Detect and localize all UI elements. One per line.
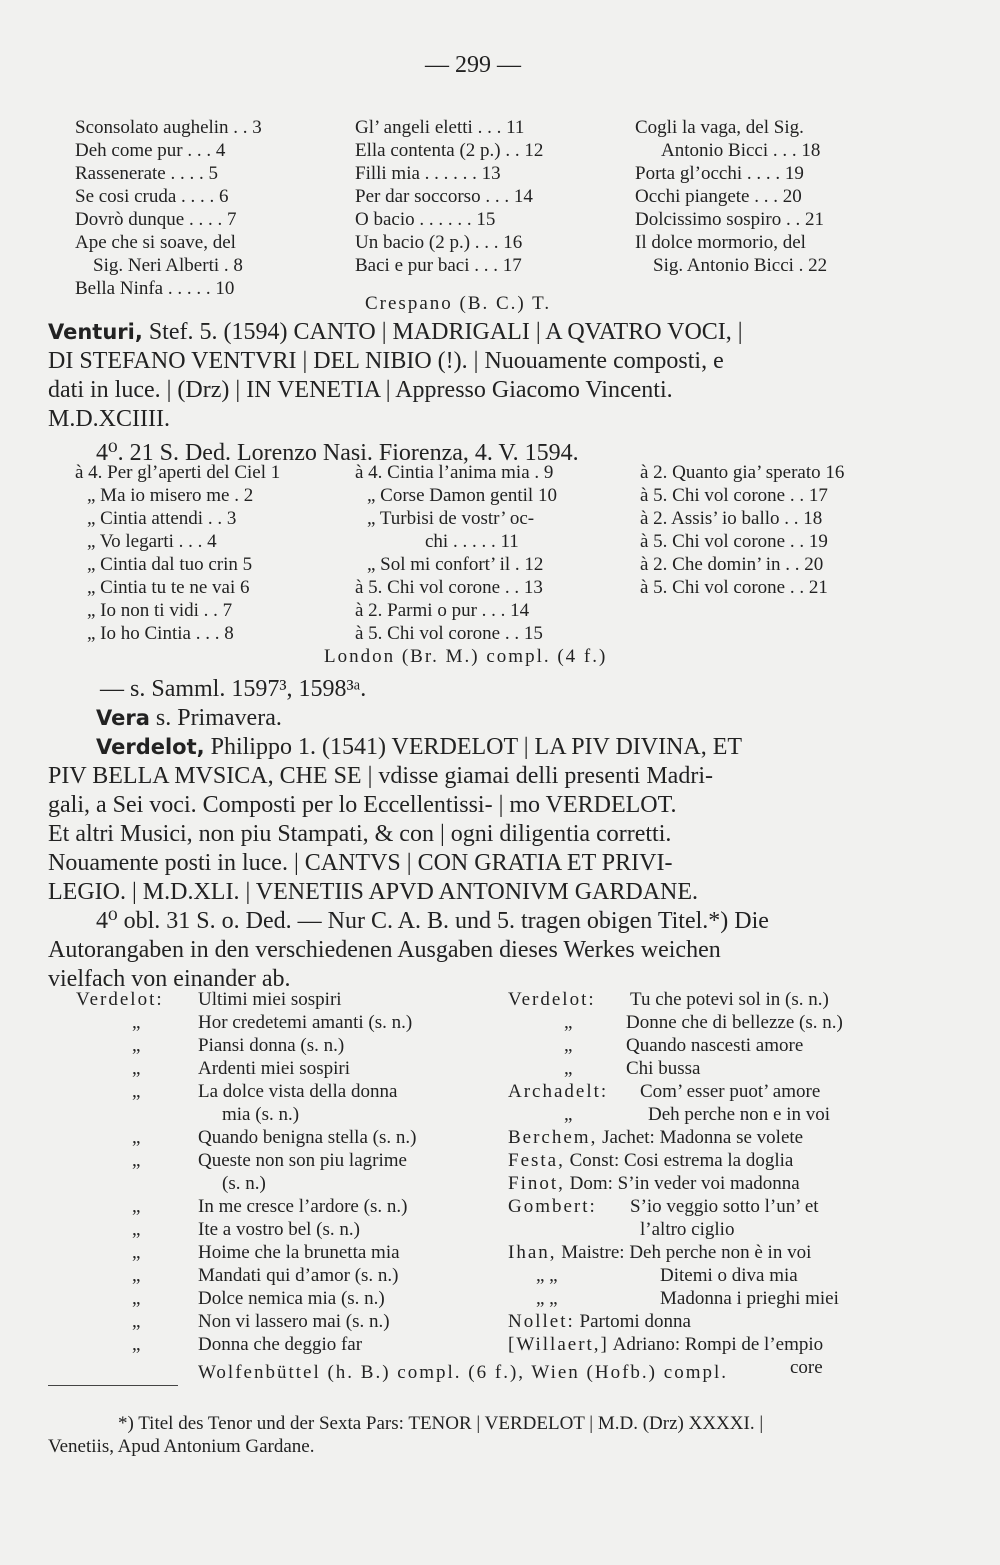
see-also-line: — s. Samml. 1597³, 1598³ᵃ. <box>100 676 367 702</box>
work-title: core <box>790 1357 823 1378</box>
author-label: [Willaert,] <box>508 1334 609 1355</box>
venturi-index-col1 <box>75 461 340 645</box>
index-entry: Baci e pur baci . . . 17 <box>355 255 522 276</box>
venturi-entry <box>48 318 963 468</box>
composer-name: Verdelot, <box>96 735 205 759</box>
work-title: Mandati qui d’amor (s. n.) <box>198 1265 399 1286</box>
work-title: Ardenti miei sospiri <box>198 1058 350 1079</box>
ditto-mark: „ <box>132 1196 141 1217</box>
work-title: Com’ esser puot’ amore <box>640 1081 821 1102</box>
index-entry: „ Corse Damon gentil 10 <box>367 485 557 506</box>
index-entry: „ Sol mi confort’ il . 12 <box>367 554 544 575</box>
work-title: Madonna i prieghi miei <box>660 1288 839 1309</box>
work-title: Queste non son piu lagrime <box>198 1150 407 1171</box>
list-item <box>508 1126 928 1149</box>
author-label: Verdelot: <box>508 989 596 1010</box>
work-title: Hoime che la brunetta mia <box>198 1242 400 1263</box>
index-entry: Ella contenta (2 p.) . . 12 <box>355 140 544 161</box>
work-title: S’io veggio sotto l’un’ et <box>630 1196 819 1217</box>
index-entry: à 2. Assis’ io ballo . . 18 <box>640 508 823 529</box>
work-title: Maistre: Deh perche non è in voi <box>561 1242 812 1263</box>
entry-title-line: M.D.XCIIII. <box>48 406 170 432</box>
ditto-mark: „ <box>564 1104 573 1125</box>
work-title: Dolce nemica mia (s. n.) <box>198 1288 385 1309</box>
page-number: — 299 — <box>425 52 521 78</box>
work-title: (s. n.) <box>222 1173 266 1194</box>
entry-title-line: LEGIO. | M.D.XLI. | VENETIIS APVD ANTONIVM GARDANE. <box>48 879 699 905</box>
work-title: Ultimi miei sospiri <box>198 989 342 1010</box>
list-item <box>508 1218 928 1241</box>
verdelot-entry <box>48 733 963 994</box>
ditto-mark: „ <box>132 1150 141 1171</box>
ditto-mark: „ „ <box>536 1265 558 1286</box>
work-title: mia (s. n.) <box>222 1104 300 1125</box>
list-item <box>76 1333 506 1356</box>
list-item <box>76 1103 506 1126</box>
list-item <box>508 1264 928 1287</box>
author-label: Gombert: <box>508 1196 597 1217</box>
index-entry: „ Io ho Cintia . . . 8 <box>87 623 234 644</box>
index-entry: „ Cintia dal tuo crin 5 <box>87 554 253 575</box>
ditto-mark: „ <box>564 1035 573 1056</box>
list-item <box>76 1195 506 1218</box>
index-entry: Il dolce mormorio, del <box>635 232 806 253</box>
index-entry: Porta gl’occhi . . . . 19 <box>635 163 804 184</box>
index-entry: Deh come pur . . . 4 <box>75 140 226 161</box>
work-title: Piansi donna (s. n.) <box>198 1035 345 1056</box>
index-entry: „ Turbisi de vostr’ oc- <box>367 508 535 529</box>
list-item <box>76 1149 506 1172</box>
ditto-mark: „ <box>564 1058 573 1079</box>
index-entry: à 2. Parmi o pur . . . 14 <box>355 600 530 621</box>
cross-reference: s. Primavera. <box>149 705 282 731</box>
ditto-mark: „ <box>132 1288 141 1309</box>
library-location: London (Br. M.) compl. (4 f.) <box>324 646 608 667</box>
index-entry: „ Ma io misero me . 2 <box>87 485 254 506</box>
index-entry: Rassenerate . . . . 5 <box>75 163 218 184</box>
verdelot-list-right <box>508 988 928 1379</box>
footnote-divider <box>48 1385 178 1386</box>
author-label: Festa, <box>508 1150 565 1171</box>
list-item <box>76 1241 506 1264</box>
entry-description: 4⁰ obl. 31 S. o. Ded. — Nur C. A. B. und 5. tragen obigen Titel.*) Die <box>96 908 769 934</box>
work-title: Dom: S’in veder voi madonna <box>569 1173 800 1194</box>
list-item <box>76 1057 506 1080</box>
index-entry: à 2. Quanto gia’ sperato 16 <box>640 462 845 483</box>
index-entry: Filli mia . . . . . . 13 <box>355 163 501 184</box>
entry-title-line: Stef. 5. (1594) CANTO | MADRIGALI | A QVATRO VOCI, | <box>148 319 743 345</box>
work-title: Adriano: Rompi de l’empio <box>612 1334 824 1355</box>
library-location: Crespano (B. C.) T. <box>365 293 552 314</box>
index-entry: à 5. Chi vol corone . . 19 <box>640 531 828 552</box>
work-title: Jachet: Madonna se volete <box>602 1127 804 1148</box>
ditto-mark: „ <box>132 1035 141 1056</box>
entry-description: vielfach von einander ab. <box>48 966 291 992</box>
list-item <box>508 1103 928 1126</box>
list-item <box>76 1310 506 1333</box>
list-item <box>508 1149 928 1172</box>
entry-title-line: DI STEFANO VENTVRI | DEL NIBIO (!). | Nuouamente composti, e <box>48 348 724 374</box>
footnote <box>48 1412 958 1458</box>
index-entry: à 2. Che domin’ in . . 20 <box>640 554 824 575</box>
list-item <box>76 1034 506 1057</box>
ditto-mark: „ <box>132 1012 141 1033</box>
list-item <box>508 1057 928 1080</box>
author-label: Ihan, <box>508 1242 557 1263</box>
top-index-col3 <box>635 116 915 277</box>
work-title: Ite a vostro bel (s. n.) <box>198 1219 360 1240</box>
index-entry: Dolcissimo sospiro . . 21 <box>635 209 824 230</box>
footnote-line: *) Titel des Tenor und der Sexta Pars: TENOR | VERDELOT | M.D. (Drz) XXXXI. | <box>118 1413 764 1434</box>
ditto-mark: „ <box>132 1265 141 1286</box>
ditto-mark: „ <box>132 1127 141 1148</box>
work-title: Ditemi o diva mia <box>660 1265 798 1286</box>
index-entry: Sig. Antonio Bicci . 22 <box>653 255 828 276</box>
entry-title-line: Nouamente posti in luce. | CANTVS | CON GRATIA ET PRIVI- <box>48 850 673 876</box>
index-entry: O bacio . . . . . . 15 <box>355 209 496 230</box>
entry-title-line: Philippo 1. (1541) VERDELOT | LA PIV DIVINA, ET <box>210 734 743 760</box>
index-entry: Occhi piangete . . . 20 <box>635 186 802 207</box>
library-location: Wolfenbüttel (h. B.) compl. (6 f.), Wien (Hofb.) compl. <box>198 1362 729 1383</box>
ditto-mark: „ <box>132 1219 141 1240</box>
index-entry: Cogli la vaga, del Sig. <box>635 117 804 138</box>
index-entry: Dovrò dunque . . . . 7 <box>75 209 237 230</box>
list-item <box>508 1080 928 1103</box>
index-entry: Ape che si soave, del <box>75 232 236 253</box>
list-item <box>508 1287 928 1310</box>
index-entry: à 5. Chi vol corone . . 21 <box>640 577 828 598</box>
index-entry: Sconsolato aughelin . . 3 <box>75 117 262 138</box>
list-item <box>76 1218 506 1241</box>
venturi-index-col2 <box>355 461 635 645</box>
index-entry: „ Vo legarti . . . 4 <box>87 531 217 552</box>
work-title: Non vi lassero mai (s. n.) <box>198 1311 390 1332</box>
index-entry: Per dar soccorso . . . 14 <box>355 186 533 207</box>
list-item <box>508 988 928 1011</box>
work-title: Chi bussa <box>626 1058 701 1079</box>
list-item <box>508 1034 928 1057</box>
work-title: Donne che di bellezze (s. n.) <box>626 1012 843 1033</box>
work-title: Const: Cosi estrema la doglia <box>569 1150 794 1171</box>
list-item <box>76 1287 506 1310</box>
verdelot-list-left <box>76 988 506 1356</box>
work-title: Tu che potevi sol in (s. n.) <box>630 989 829 1010</box>
composer-name: Vera <box>96 706 150 730</box>
work-title: In me cresce l’ardore (s. n.) <box>198 1196 408 1217</box>
list-item <box>76 1172 506 1195</box>
ditto-mark: „ <box>132 1311 141 1332</box>
top-index-col2 <box>355 116 620 277</box>
index-entry: à 4. Per gl’aperti del Ciel 1 <box>75 462 281 483</box>
index-entry: Gl’ angeli eletti . . . 11 <box>355 117 525 138</box>
list-item <box>508 1310 928 1333</box>
list-item <box>508 1241 928 1264</box>
list-item <box>508 1333 928 1356</box>
entry-title-line: dati in luce. | (Drz) | IN VENETIA | Appresso Giacomo Vincenti. <box>48 377 673 403</box>
list-item <box>76 1264 506 1287</box>
entry-description: 4⁰. 21 S. Ded. Lorenzo Nasi. Fiorenza, 4. V. 1594. <box>96 440 579 466</box>
ditto-mark: „ <box>132 1081 141 1102</box>
list-item <box>76 1080 506 1103</box>
index-entry: „ Cintia tu te ne vai 6 <box>87 577 250 598</box>
index-entry: à 5. Chi vol corone . . 17 <box>640 485 828 506</box>
index-entry: Bella Ninfa . . . . . 10 <box>75 278 235 299</box>
list-item <box>76 988 506 1011</box>
list-item <box>76 1011 506 1034</box>
list-item <box>508 1011 928 1034</box>
author-label: Nollet: <box>508 1311 575 1332</box>
work-title: Deh perche non e in voi <box>648 1104 831 1125</box>
index-entry: „ Io non ti vidi . . 7 <box>87 600 233 621</box>
list-item <box>508 1195 928 1218</box>
venturi-index-col3 <box>640 461 915 599</box>
index-entry: Un bacio (2 p.) . . . 16 <box>355 232 523 253</box>
ditto-mark: „ <box>132 1058 141 1079</box>
work-title: l’altro ciglio <box>640 1219 735 1240</box>
index-entry: à 5. Chi vol corone . . 15 <box>355 623 543 644</box>
entry-title-line: PIV BELLA MVSICA, CHE SE | vdisse giamai delli presenti Madri- <box>48 763 713 789</box>
index-entry: Se cosi cruda . . . . 6 <box>75 186 229 207</box>
index-entry: à 4. Cintia l’anima mia . 9 <box>355 462 554 483</box>
index-entry: Sig. Neri Alberti . 8 <box>93 255 243 276</box>
ditto-mark: „ <box>132 1334 141 1355</box>
work-title: Hor credetemi amanti (s. n.) <box>198 1012 413 1033</box>
index-entry: chi . . . . . 11 <box>425 531 519 552</box>
top-index-col1 <box>75 116 335 300</box>
author-label: Berchem, <box>508 1127 598 1148</box>
work-title: La dolce vista della donna <box>198 1081 398 1102</box>
composer-name: Venturi, <box>48 320 143 344</box>
index-entry: à 5. Chi vol corone . . 13 <box>355 577 543 598</box>
index-entry: Antonio Bicci . . . 18 <box>661 140 821 161</box>
entry-title-line: Et altri Musici, non piu Stampati, & con | ogni diligentia corretti. <box>48 821 672 847</box>
author-label: Finot, <box>508 1173 565 1194</box>
footnote-line: Venetiis, Apud Antonium Gardane. <box>48 1436 315 1457</box>
ditto-mark: „ <box>564 1012 573 1033</box>
entry-description: Autorangaben in den verschiedenen Ausgaben dieses Werkes weichen <box>48 937 721 963</box>
work-title: Quando nascesti amore <box>626 1035 804 1056</box>
vera-entry <box>96 704 282 733</box>
work-title: Donna che deggio far <box>198 1334 363 1355</box>
ditto-mark: „ <box>132 1242 141 1263</box>
ditto-mark: „ „ <box>536 1288 558 1309</box>
entry-title-line: gali, a Sei voci. Composti per lo Eccellentissi- | mo VERDELOT. <box>48 792 677 818</box>
list-item <box>76 1126 506 1149</box>
work-title: Partomi donna <box>579 1311 691 1332</box>
index-entry: „ Cintia attendi . . 3 <box>87 508 237 529</box>
list-item <box>508 1172 928 1195</box>
author-label: Verdelot: <box>76 989 164 1010</box>
work-title: Quando benigna stella (s. n.) <box>198 1127 417 1148</box>
author-label: Archadelt: <box>508 1081 609 1102</box>
